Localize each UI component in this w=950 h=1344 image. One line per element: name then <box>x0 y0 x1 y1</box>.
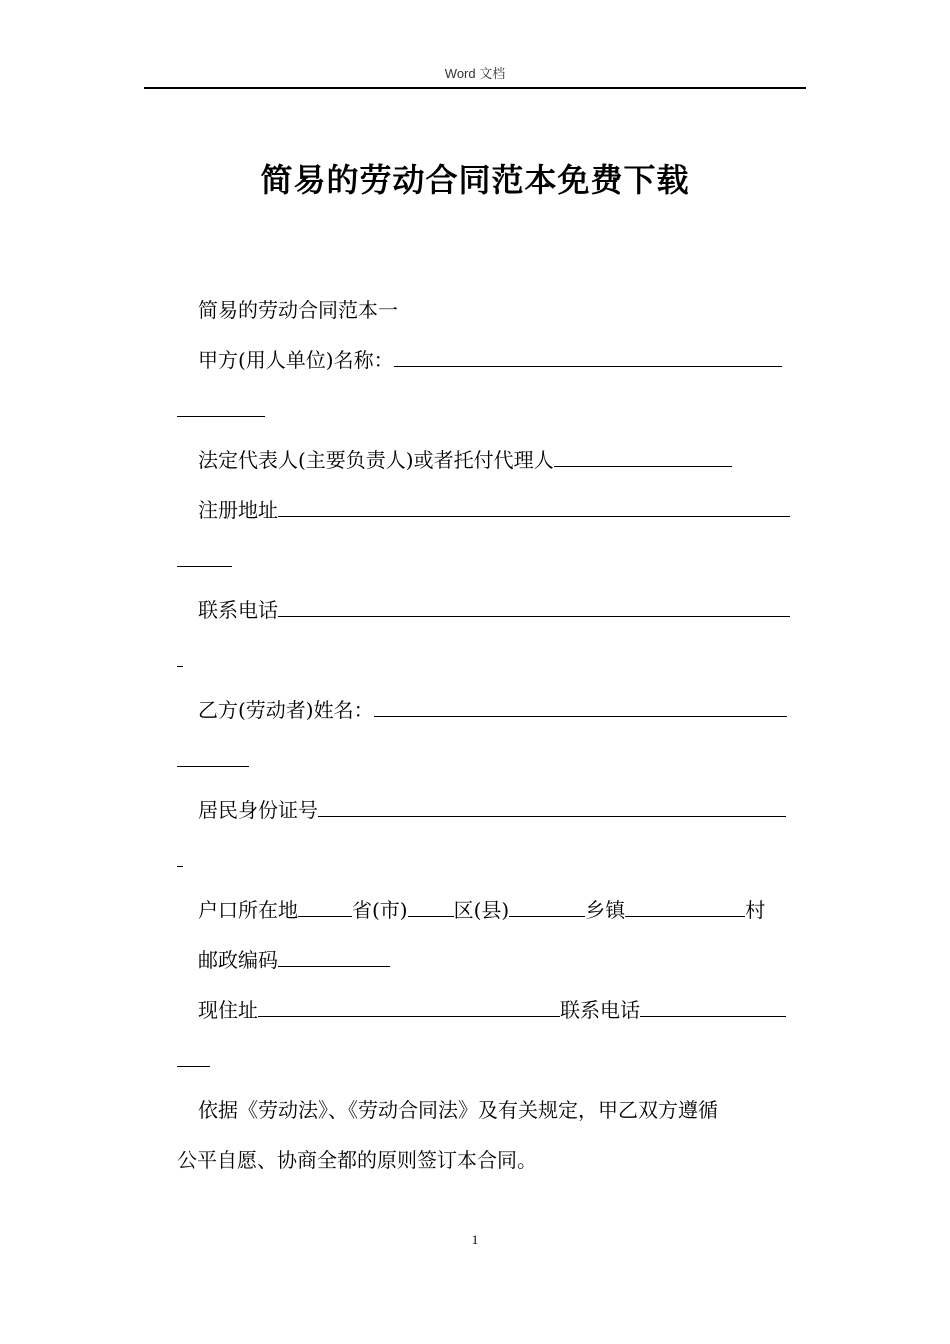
legal-rep-label: 法定代表人(主要负责人)或者托付代理人 <box>198 448 554 472</box>
party-b-label: 乙方(劳动者)姓名： <box>198 698 374 722</box>
household-row <box>198 896 765 924</box>
current-address-blank[interactable] <box>258 996 560 1017</box>
reg-address-blank-cont[interactable] <box>177 546 232 567</box>
party-a-name-blank[interactable] <box>394 346 782 367</box>
household-blank-4[interactable] <box>625 896 745 917</box>
reg-address-label: 注册地址 <box>198 498 278 522</box>
section-heading-text: 简易的劳动合同范本一 <box>198 298 398 322</box>
postcode-row <box>198 946 390 974</box>
id-number-blank-cont[interactable] <box>177 846 183 867</box>
id-number-row <box>198 796 786 824</box>
legal-rep-blank[interactable] <box>554 446 732 467</box>
section-heading <box>198 296 398 324</box>
household-blank-3[interactable] <box>509 896 585 917</box>
town-label: 乡镇 <box>585 898 626 922</box>
party-b-name-row-cont <box>177 746 249 774</box>
id-number-label: 居民身份证号 <box>198 798 318 822</box>
province-label: 省(市) <box>352 898 408 922</box>
current-address-row-cont <box>177 1046 210 1074</box>
page-number: 1 <box>471 1232 479 1247</box>
party-b-name-blank[interactable] <box>374 696 787 717</box>
id-number-blank[interactable] <box>318 796 786 817</box>
party-a-label: 甲方(用人单位)名称： <box>198 348 394 372</box>
agreement-paragraph-line1 <box>198 1096 718 1124</box>
party-b-name-blank-cont[interactable] <box>177 746 249 767</box>
current-address-row <box>198 996 786 1024</box>
party-a-name-blank-cont[interactable] <box>177 396 265 417</box>
header-divider <box>144 87 806 89</box>
agreement-paragraph-text2: 公平自愿、协商全都的原则签订本合同。 <box>177 1148 537 1172</box>
current-phone-blank-cont[interactable] <box>177 1046 210 1067</box>
phone-row <box>198 596 790 624</box>
agreement-paragraph-line2 <box>177 1146 537 1174</box>
district-label: 区(县) <box>453 898 510 922</box>
id-number-row-cont <box>177 846 183 874</box>
party-b-name-row <box>198 696 787 724</box>
phone-blank-cont[interactable] <box>177 646 183 667</box>
reg-address-row <box>198 496 790 524</box>
household-label: 户口所在地 <box>198 898 298 922</box>
household-blank-1[interactable] <box>298 896 352 917</box>
party-a-name-row-cont <box>177 396 265 424</box>
phone-blank[interactable] <box>278 596 790 617</box>
postcode-blank[interactable] <box>278 946 390 967</box>
page-header: Word 文档 <box>444 66 506 81</box>
agreement-paragraph-text1: 依据《劳动法》、《劳动合同法》及有关规定，甲乙双方遵循 <box>198 1098 718 1122</box>
current-phone-label: 联系电话 <box>560 998 640 1022</box>
reg-address-row-cont <box>177 546 232 574</box>
document-title: 简易的劳动合同范本免费下载 <box>260 161 690 199</box>
current-address-label: 现住址 <box>198 998 258 1022</box>
village-label: 村 <box>745 898 766 922</box>
phone-row-cont <box>177 646 183 674</box>
phone-label: 联系电话 <box>198 598 278 622</box>
party-a-name-row <box>198 346 782 374</box>
household-blank-2[interactable] <box>408 896 454 917</box>
reg-address-blank[interactable] <box>278 496 790 517</box>
legal-rep-row <box>198 446 732 474</box>
current-phone-blank[interactable] <box>640 996 786 1017</box>
postcode-label: 邮政编码 <box>198 948 278 972</box>
